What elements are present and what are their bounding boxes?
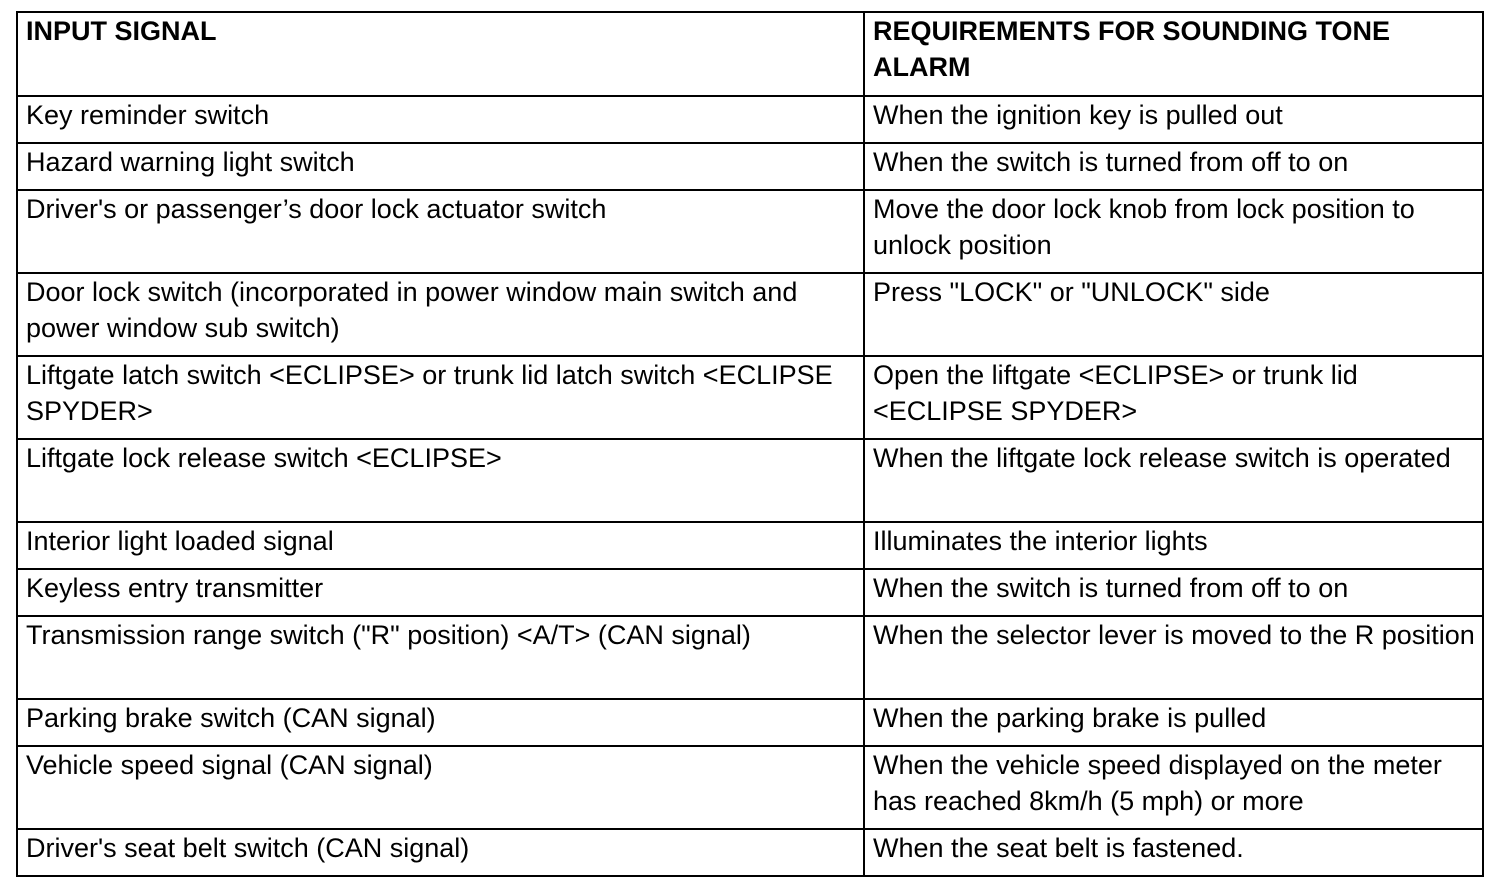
table-row <box>17 190 1483 273</box>
input-signal-cell: Interior light loaded signal <box>17 522 864 569</box>
table-row <box>17 616 1483 699</box>
table-row <box>17 143 1483 190</box>
input-signal-cell: Driver's seat belt switch (CAN signal) <box>17 829 864 876</box>
input-signal-cell: Transmission range switch ("R" position) <A/T> (CAN signal) <box>17 616 864 699</box>
requirement-cell: Press "LOCK" or "UNLOCK" side <box>864 273 1483 356</box>
input-signal-cell: Hazard warning light switch <box>17 143 864 190</box>
requirement-cell: Move the door lock knob from lock position to unlock position <box>864 190 1483 273</box>
tone-alarm-table <box>16 11 1484 877</box>
table-row <box>17 439 1483 522</box>
requirement-cell: Illuminates the interior lights <box>864 522 1483 569</box>
requirement-cell: When the liftgate lock release switch is operated <box>864 439 1483 522</box>
table-header-row <box>17 12 1483 96</box>
table-row <box>17 699 1483 746</box>
requirement-cell: When the switch is turned from off to on <box>864 143 1483 190</box>
requirement-cell: Open the liftgate <ECLIPSE> or trunk lid <ECLIPSE SPYDER> <box>864 356 1483 439</box>
requirement-cell: When the vehicle speed displayed on the meter has reached 8km/h (5 mph) or more <box>864 746 1483 829</box>
input-signal-cell: Vehicle speed signal (CAN signal) <box>17 746 864 829</box>
requirement-cell: When the seat belt is fastened. <box>864 829 1483 876</box>
requirement-cell: When the parking brake is pulled <box>864 699 1483 746</box>
table-row <box>17 829 1483 876</box>
input-signal-cell: Liftgate latch switch <ECLIPSE> or trunk lid latch switch <ECLIPSE SPYDER> <box>17 356 864 439</box>
input-signal-cell: Driver's or passenger’s door lock actuator switch <box>17 190 864 273</box>
input-signal-cell: Keyless entry transmitter <box>17 569 864 616</box>
requirement-cell: When the switch is turned from off to on <box>864 569 1483 616</box>
table-row <box>17 96 1483 143</box>
table-row <box>17 522 1483 569</box>
requirement-cell: When the selector lever is moved to the R position <box>864 616 1483 699</box>
header-requirements: REQUIREMENTS FOR SOUNDING TONE ALARM <box>864 12 1483 96</box>
table-row <box>17 569 1483 616</box>
table-row <box>17 746 1483 829</box>
input-signal-cell: Key reminder switch <box>17 96 864 143</box>
table-row <box>17 273 1483 356</box>
input-signal-cell: Door lock switch (incorporated in power window main switch and power window sub switch) <box>17 273 864 356</box>
header-input-signal: INPUT SIGNAL <box>17 12 864 96</box>
input-signal-cell: Liftgate lock release switch <ECLIPSE> <box>17 439 864 522</box>
input-signal-cell: Parking brake switch (CAN signal) <box>17 699 864 746</box>
table-row <box>17 356 1483 439</box>
requirement-cell: When the ignition key is pulled out <box>864 96 1483 143</box>
document-page <box>16 11 1482 877</box>
